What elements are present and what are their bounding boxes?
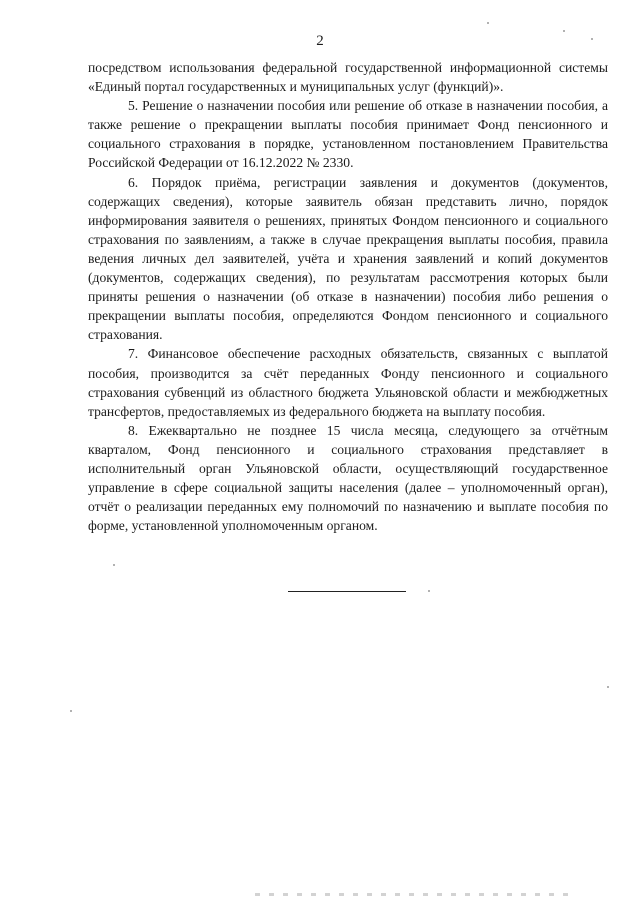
paragraph-6: 6. Порядок приёма, регистрации заявления и документов (документов, содержащих сведения), которые заявитель обязан представить лично, порядок информирования заявителя о решениях, принятых Фондом пенсионного и социального страхования по заявлениям, а также в случае прекращения выплаты пособия, правила ведения личных дел заявителей, учёта и хранения заявлений и копий документов (документов, содержащих сведения), по результатам рассмотрения которых были приняты решения о назначении (об отказе в назначении) пособия либо решения о прекращении выплаты пособия, определяются Фондом пенсионного и социального страхования.	[88, 174, 608, 343]
scan-speck	[428, 590, 430, 592]
page-number: 2	[316, 33, 324, 49]
paragraph-5: 5. Решение о назначении пособия или решение об отказе в назначении пособия, а также решение о прекращении выплаты пособия принимает Фонд пенсионного и социального страхования в порядке, установленном постановлением Правительства Российской Федерации от 16.12.2022 № 2330.	[88, 98, 608, 171]
scan-speck	[591, 38, 593, 40]
scan-speck	[563, 30, 565, 32]
scan-speck	[70, 710, 72, 712]
paragraph-continuation: посредством использования федеральной государственной информационной системы «Единый портал государственных и муниципальных услуг (функций)».	[88, 60, 608, 95]
paragraph-8: 8. Ежеквартально не позднее 15 числа месяца, следующего за отчётным кварталом, Фонд пенсионного и социального страхования представляет в исполнительный орган Ульяновской области, осуществляющий государственное управление в сфере социальной защиты населения (далее – уполномоченный орган), отчёт о реализации переданных ему полномочий по назначению и выплате пособия по форме, установленной уполномоченным органом.	[88, 422, 608, 534]
end-divider-line	[288, 591, 406, 592]
scan-edge-artifacts	[255, 893, 575, 896]
scan-speck	[607, 686, 609, 688]
scan-speck	[487, 22, 489, 24]
paragraph-7: 7. Финансовое обеспечение расходных обязательств, связанных с выплатой пособия, производится за счёт переданных Фонду пенсионного и социального страхования субвенций из областного бюджета Ульяновской области и межбюджетных трансфертов, предоставляемых из федерального бюджета на выплату пособия.	[88, 346, 608, 419]
scan-speck	[113, 564, 115, 566]
document-body	[88, 58, 608, 535]
